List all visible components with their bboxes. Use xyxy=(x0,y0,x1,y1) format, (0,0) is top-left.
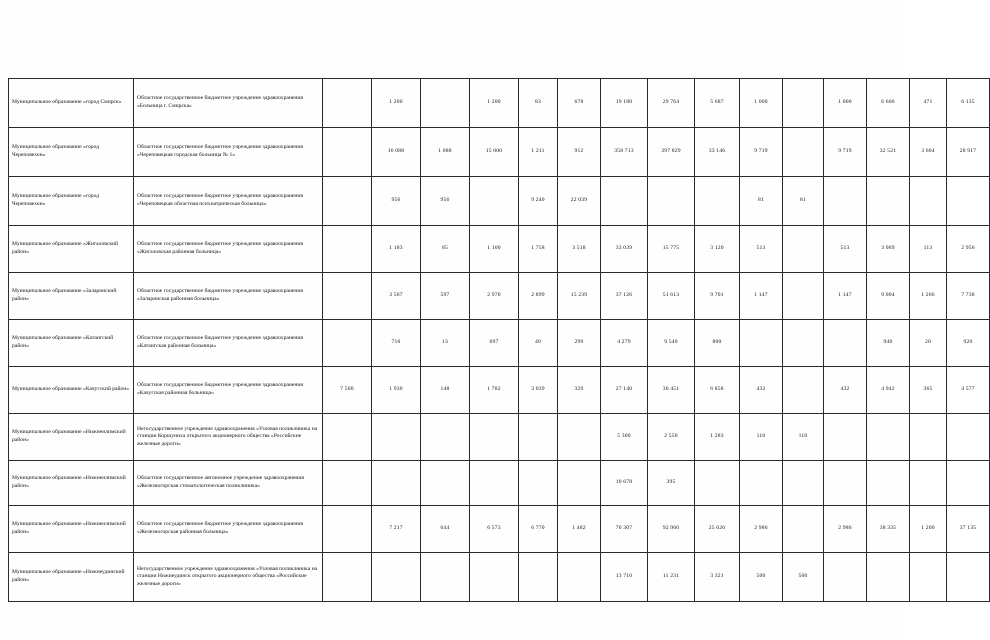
cell-value-2 xyxy=(372,414,421,461)
cell-value-14: 365 xyxy=(910,367,947,414)
table-row xyxy=(9,226,990,273)
cell-value-13: 32 521 xyxy=(867,128,910,177)
cell-value-11: 500 xyxy=(783,553,824,602)
table-container xyxy=(8,78,977,602)
cell-value-1 xyxy=(323,226,372,273)
cell-value-5 xyxy=(519,414,558,461)
cell-value-13 xyxy=(867,461,910,506)
cell-value-2: 16 088 xyxy=(372,128,421,177)
cell-value-10: 432 xyxy=(740,367,783,414)
cell-value-14 xyxy=(910,177,947,226)
table-row xyxy=(9,273,990,320)
cell-organization: Областное государственное бюджетное учреждение здравоохранения «Качугская районная больница» xyxy=(134,367,323,414)
cell-municipality: Муниципальное образование «Нижнеудинский район» xyxy=(9,553,134,602)
cell-value-13: 940 xyxy=(867,320,910,367)
cell-organization: Областное государственное бюджетное учреждение здравоохранения «Больница г. Смирска» xyxy=(134,79,323,128)
cell-value-9: 1 283 xyxy=(695,414,740,461)
cell-value-13: 38 335 xyxy=(867,506,910,553)
cell-value-10 xyxy=(740,461,783,506)
cell-value-3: 956 xyxy=(421,177,470,226)
cell-value-15: 7 738 xyxy=(947,273,990,320)
table-row xyxy=(9,79,990,128)
cell-value-8: 92 960 xyxy=(648,506,695,553)
cell-value-5 xyxy=(519,553,558,602)
cell-value-7: 4 279 xyxy=(601,320,648,367)
cell-value-12 xyxy=(824,177,867,226)
cell-municipality: Муниципальное образование «город Череповехон» xyxy=(9,177,134,226)
cell-value-1 xyxy=(323,177,372,226)
cell-value-1 xyxy=(323,320,372,367)
cell-value-7: 37 126 xyxy=(601,273,648,320)
cell-value-6: 329 xyxy=(558,367,601,414)
cell-organization: Негосударственное учреждение здравоохранения «Узловая поликлиника на станции Нижнеудинск открытого акционерного общества «Российские железные дороги» xyxy=(134,553,323,602)
cell-value-10: 110 xyxy=(740,414,783,461)
cell-value-14 xyxy=(910,553,947,602)
cell-value-7 xyxy=(601,177,648,226)
cell-value-2: 710 xyxy=(372,320,421,367)
cell-value-10: 2 986 xyxy=(740,506,783,553)
table-row xyxy=(9,506,990,553)
cell-value-15 xyxy=(947,177,990,226)
cell-value-8: 30 451 xyxy=(648,367,695,414)
cell-value-3: 85 xyxy=(421,226,470,273)
cell-organization: Областное государственное бюджетное учреждение здравоохранения «Череповецкая городская больница № 1» xyxy=(134,128,323,177)
cell-value-11: 110 xyxy=(783,414,824,461)
cell-value-10: 81 xyxy=(740,177,783,226)
cell-organization: Областное государственное бюджетное учреждение здравоохранения «Железногорская районная больница» xyxy=(134,506,323,553)
cell-value-14: 471 xyxy=(910,79,947,128)
cell-municipality: Муниципальное образование «Заларинский район» xyxy=(9,273,134,320)
cell-value-6: 1 482 xyxy=(558,506,601,553)
cell-value-15 xyxy=(947,553,990,602)
cell-value-8: 9 540 xyxy=(648,320,695,367)
cell-value-15: 4 577 xyxy=(947,367,990,414)
cell-value-5: 2 899 xyxy=(519,273,558,320)
cell-municipality: Муниципальное образование «Нижнеилимский район» xyxy=(9,414,134,461)
cell-municipality: Муниципальное образование «Нижнеилимский район» xyxy=(9,461,134,506)
cell-value-9: 33 146 xyxy=(695,128,740,177)
cell-value-2 xyxy=(372,553,421,602)
cell-value-14: 3 604 xyxy=(910,128,947,177)
cell-value-12 xyxy=(824,320,867,367)
cell-value-15: 37 135 xyxy=(947,506,990,553)
cell-value-6: 15 239 xyxy=(558,273,601,320)
cell-value-15: 920 xyxy=(947,320,990,367)
cell-value-8: 397 829 xyxy=(648,128,695,177)
cell-value-5: 6 770 xyxy=(519,506,558,553)
cell-value-12 xyxy=(824,553,867,602)
cell-value-1 xyxy=(323,506,372,553)
cell-value-8: 15 775 xyxy=(648,226,695,273)
cell-organization: Областное государственное бюджетное учреждение здравоохранения «Заларинская районная больница» xyxy=(134,273,323,320)
cell-value-15: 2 956 xyxy=(947,226,990,273)
cell-value-14: 113 xyxy=(910,226,947,273)
cell-value-8: 395 xyxy=(648,461,695,506)
cell-municipality: Муниципальное образование «город Смирск» xyxy=(9,79,134,128)
cell-value-2: 1 930 xyxy=(372,367,421,414)
cell-value-5: 83 xyxy=(519,79,558,128)
cell-value-2: 1 183 xyxy=(372,226,421,273)
cell-value-1 xyxy=(323,273,372,320)
cell-value-7: 358 713 xyxy=(601,128,648,177)
cell-value-7: 27 140 xyxy=(601,367,648,414)
cell-value-6 xyxy=(558,553,601,602)
cell-value-11 xyxy=(783,506,824,553)
cell-value-4: 2 970 xyxy=(470,273,519,320)
cell-value-4: 1 200 xyxy=(470,79,519,128)
table-row xyxy=(9,414,990,461)
cell-organization: Областное государственное бюджетное учреждение здравоохранения «Череповецкая областная психиатрическая больница» xyxy=(134,177,323,226)
cell-value-7: 33 039 xyxy=(601,226,648,273)
cell-value-6 xyxy=(558,414,601,461)
cell-value-4: 15 000 xyxy=(470,128,519,177)
cell-value-4: 6 573 xyxy=(470,506,519,553)
cell-value-14 xyxy=(910,414,947,461)
cell-value-3 xyxy=(421,79,470,128)
cell-value-4: 1 100 xyxy=(470,226,519,273)
cell-value-2: 3 567 xyxy=(372,273,421,320)
cell-value-2: 7 217 xyxy=(372,506,421,553)
cell-municipality: Муниципальное образование «город Череповехон» xyxy=(9,128,134,177)
cell-value-5: 9 240 xyxy=(519,177,558,226)
cell-value-3: 597 xyxy=(421,273,470,320)
cell-value-12 xyxy=(824,414,867,461)
cell-value-12 xyxy=(824,461,867,506)
cell-value-12: 2 986 xyxy=(824,506,867,553)
cell-value-11 xyxy=(783,273,824,320)
cell-value-6: 912 xyxy=(558,128,601,177)
cell-value-1 xyxy=(323,414,372,461)
cell-value-10 xyxy=(740,320,783,367)
cell-value-11: 81 xyxy=(783,177,824,226)
cell-value-8 xyxy=(648,177,695,226)
cell-value-9: 3 321 xyxy=(695,553,740,602)
cell-value-3 xyxy=(421,553,470,602)
cell-value-7: 70 307 xyxy=(601,506,648,553)
cell-value-5: 1 758 xyxy=(519,226,558,273)
cell-value-3: 148 xyxy=(421,367,470,414)
cell-value-15 xyxy=(947,461,990,506)
data-table xyxy=(8,78,990,602)
cell-value-7: 5 300 xyxy=(601,414,648,461)
cell-value-9: 25 626 xyxy=(695,506,740,553)
cell-value-10: 500 xyxy=(740,553,783,602)
cell-value-15: 6 135 xyxy=(947,79,990,128)
cell-organization: Областное государственное бюджетное учреждение здравоохранения «Катангская районная больница» xyxy=(134,320,323,367)
cell-value-6: 678 xyxy=(558,79,601,128)
cell-value-12: 513 xyxy=(824,226,867,273)
cell-value-14: 1 200 xyxy=(910,506,947,553)
cell-value-5: 1 211 xyxy=(519,128,558,177)
cell-value-1 xyxy=(323,461,372,506)
cell-value-4: 697 xyxy=(470,320,519,367)
cell-value-13 xyxy=(867,177,910,226)
cell-value-13 xyxy=(867,414,910,461)
cell-value-8: 29 764 xyxy=(648,79,695,128)
table-row xyxy=(9,367,990,414)
cell-value-8: 11 231 xyxy=(648,553,695,602)
cell-value-11 xyxy=(783,320,824,367)
cell-value-4: 1 782 xyxy=(470,367,519,414)
cell-value-11 xyxy=(783,226,824,273)
cell-value-3 xyxy=(421,414,470,461)
cell-value-4 xyxy=(470,177,519,226)
cell-value-7: 10 678 xyxy=(601,461,648,506)
cell-value-8: 51 613 xyxy=(648,273,695,320)
cell-value-15: 28 917 xyxy=(947,128,990,177)
cell-value-5: 3 039 xyxy=(519,367,558,414)
cell-value-6: 299 xyxy=(558,320,601,367)
cell-value-11 xyxy=(783,128,824,177)
cell-value-9: 5 687 xyxy=(695,79,740,128)
cell-value-11 xyxy=(783,79,824,128)
cell-value-12: 1 147 xyxy=(824,273,867,320)
cell-value-3: 13 xyxy=(421,320,470,367)
cell-value-1 xyxy=(323,128,372,177)
cell-value-13: 9 004 xyxy=(867,273,910,320)
cell-value-14 xyxy=(910,461,947,506)
cell-value-6: 3 518 xyxy=(558,226,601,273)
cell-value-2: 956 xyxy=(372,177,421,226)
cell-value-7: 13 710 xyxy=(601,553,648,602)
cell-municipality: Муниципальное образование «Катангский район» xyxy=(9,320,134,367)
table-row xyxy=(9,553,990,602)
cell-organization: Негосударственное учреждение здравоохранения «Узловая поликлиника на станции Коршуниха открытого акционерного общества «Российские железные дороги» xyxy=(134,414,323,461)
cell-value-13: 6 606 xyxy=(867,79,910,128)
cell-value-12: 9 719 xyxy=(824,128,867,177)
table-body xyxy=(9,79,990,602)
cell-organization: Областное государственное бюджетное учреждение здравоохранения «Жигаловская районная больница» xyxy=(134,226,323,273)
cell-municipality: Муниципальное образование «Качугский район» xyxy=(9,367,134,414)
cell-value-9 xyxy=(695,461,740,506)
cell-value-6 xyxy=(558,461,601,506)
cell-value-10: 513 xyxy=(740,226,783,273)
cell-value-9: 3 120 xyxy=(695,226,740,273)
table-row xyxy=(9,461,990,506)
cell-municipality: Муниципальное образование «Нижнеилимский район» xyxy=(9,506,134,553)
cell-municipality: Муниципальное образование «Жигаловский район» xyxy=(9,226,134,273)
cell-value-10: 1 147 xyxy=(740,273,783,320)
cell-value-2: 1 200 xyxy=(372,79,421,128)
cell-value-4 xyxy=(470,461,519,506)
cell-value-14: 1 266 xyxy=(910,273,947,320)
cell-value-5 xyxy=(519,461,558,506)
cell-value-4 xyxy=(470,414,519,461)
cell-value-3 xyxy=(421,461,470,506)
cell-value-15 xyxy=(947,414,990,461)
cell-value-11 xyxy=(783,367,824,414)
cell-value-12: 1 000 xyxy=(824,79,867,128)
cell-value-13: 4 942 xyxy=(867,367,910,414)
cell-value-10: 1 000 xyxy=(740,79,783,128)
cell-organization: Областное государственное автономное учреждение здравоохранения «Железногорская стоматологическая поликлиника» xyxy=(134,461,323,506)
cell-value-2 xyxy=(372,461,421,506)
cell-value-5: 40 xyxy=(519,320,558,367)
cell-value-13 xyxy=(867,553,910,602)
cell-value-9: 800 xyxy=(695,320,740,367)
cell-value-1 xyxy=(323,79,372,128)
cell-value-3: 1 088 xyxy=(421,128,470,177)
cell-value-3: 644 xyxy=(421,506,470,553)
cell-value-11 xyxy=(783,461,824,506)
cell-value-12: 432 xyxy=(824,367,867,414)
cell-value-9: 6 858 xyxy=(695,367,740,414)
cell-value-6: 22 039 xyxy=(558,177,601,226)
table-row xyxy=(9,177,990,226)
cell-value-1 xyxy=(323,553,372,602)
cell-value-13: 3 069 xyxy=(867,226,910,273)
table-row xyxy=(9,128,990,177)
table-row xyxy=(9,320,990,367)
cell-value-9: 9 701 xyxy=(695,273,740,320)
cell-value-14: 20 xyxy=(910,320,947,367)
cell-value-1: 7 500 xyxy=(323,367,372,414)
cell-value-4 xyxy=(470,553,519,602)
cell-value-7: 19 180 xyxy=(601,79,648,128)
cell-value-9 xyxy=(695,177,740,226)
cell-value-8: 2 550 xyxy=(648,414,695,461)
cell-value-10: 9 719 xyxy=(740,128,783,177)
